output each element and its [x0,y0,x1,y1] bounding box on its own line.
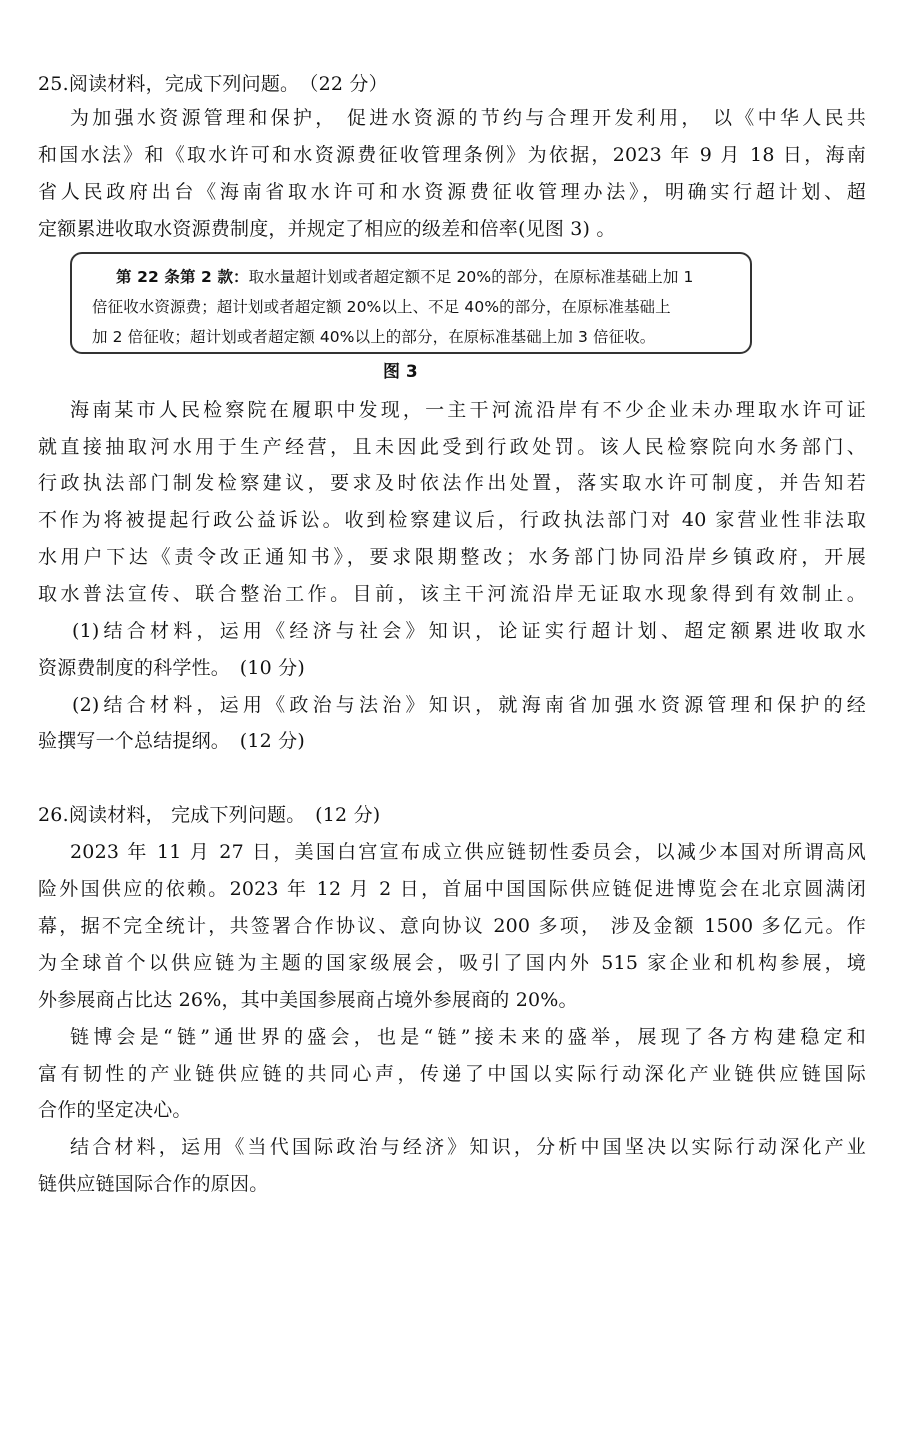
q26-para1-line3: 幕，据不完全统计，共签署合作协议、意向协议 200 多项， 涉及金额 1500 多亿元。作 [38,915,866,937]
q25-para1-line4: 定额累进收取水资源费制度，并规定了相应的级差和倍率(见图 3) 。 [38,218,616,240]
q26-para2-line3: 合作的坚定决心。 [38,1099,192,1121]
q25-sub2-line2: 验撰写一个总结提纲。 (12 分) [38,730,305,752]
q26-para2-line1: 链博会是“链”通世界的盛会，也是“链”接未来的盛举，展现了各方构建稳定和 [70,1026,866,1048]
figure-3-caption: 图 3 [383,362,418,382]
q26-para1-line1: 2023 年 11 月 27 日，美国白宫宣布成立供应链韧性委员会，以减少本国对所谓高风 [70,841,866,863]
figure-3-article-label: 第 22 条第 2 款： [116,268,249,286]
q26-header: 26.阅读材料， 完成下列问题。 (12 分) [38,804,381,826]
q26-task-line2: 链供应链国际合作的原因。 [38,1173,269,1195]
q26-task-line1: 结合材料，运用《当代国际政治与经济》知识，分析中国坚决以实际行动深化产业 [70,1136,866,1158]
q25-sub1-line1: (1)结合材料，运用《经济与社会》知识，论证实行超计划、超定额累进收取水 [72,620,866,642]
q25-sub1-line2: 资源费制度的科学性。 (10 分) [38,657,305,679]
q25-para1-line3: 省人民政府出台《海南省取水许可和水资源费征收管理办法》，明确实行超计划、超 [38,181,866,203]
q26-para1-line2: 险外国供应的依赖。2023 年 12 月 2 日，首届中国国际供应链促进博览会在北京圆满闭 [38,878,866,900]
q25-header: 25.阅读材料，完成下列问题。 （22 分） [38,73,388,95]
q25-para2-line4: 不作为将被提起行政公益诉讼。收到检察建议后，行政执法部门对 40 家营业性非法取 [38,509,866,531]
q26-para1-line4: 为全球首个以供应链为主题的国家级展会，吸引了国内外 515 家企业和机构参展，境 [38,952,866,974]
figure-3-line1 [116,262,693,292]
figure-3-line3: 加 2 倍征收；超计划或者超定额 40%以上的部分，在原标准基础上加 3 倍征收。 [92,328,656,346]
q25-para2-line6: 取水普法宣传、联合整治工作。目前，该主干河流沿岸无证取水现象得到有效制止。 [38,583,866,605]
q25-sub2-line1: (2)结合材料，运用《政治与法治》知识，就海南省加强水资源管理和保护的经 [72,694,866,716]
q25-para1-line1: 为加强水资源管理和保护， 促进水资源的节约与合理开发利用， 以《中华人民共 [70,107,866,129]
q25-para1-line2: 和国水法》和《取水许可和水资源费征收管理条例》为依据，2023 年 9 月 18 日，海南 [38,144,866,166]
q26-para1-line5: 外参展商占比达 26%，其中美国参展商占境外参展商的 20%。 [38,989,578,1011]
q25-para2-line3: 行政执法部门制发检察建议，要求及时依法作出处置，落实取水许可制度，并告知若 [38,472,866,494]
q25-para2-line1: 海南某市人民检察院在履职中发现，一主干河流沿岸有不少企业未办理取水许可证 [70,399,866,421]
q26-para2-line2: 富有韧性的产业链供应链的共同心声，传递了中国以实际行动深化产业链供应链国际 [38,1063,866,1085]
figure-3-line2: 倍征收水资源费；超计划或者超定额 20%以上、不足 40%的部分，在原标准基础上 [92,298,671,316]
figure-3-line1-text: 取水量超计划或者超定额不足 20%的部分，在原标准基础上加 1 [248,268,694,286]
q25-para2-line5: 水用户下达《责令改正通知书》，要求限期整改；水务部门协同沿岸乡镇政府，开展 [38,546,866,568]
q25-para2-line2: 就直接抽取河水用于生产经营，且未因此受到行政处罚。该人民检察院向水务部门、 [38,436,866,458]
